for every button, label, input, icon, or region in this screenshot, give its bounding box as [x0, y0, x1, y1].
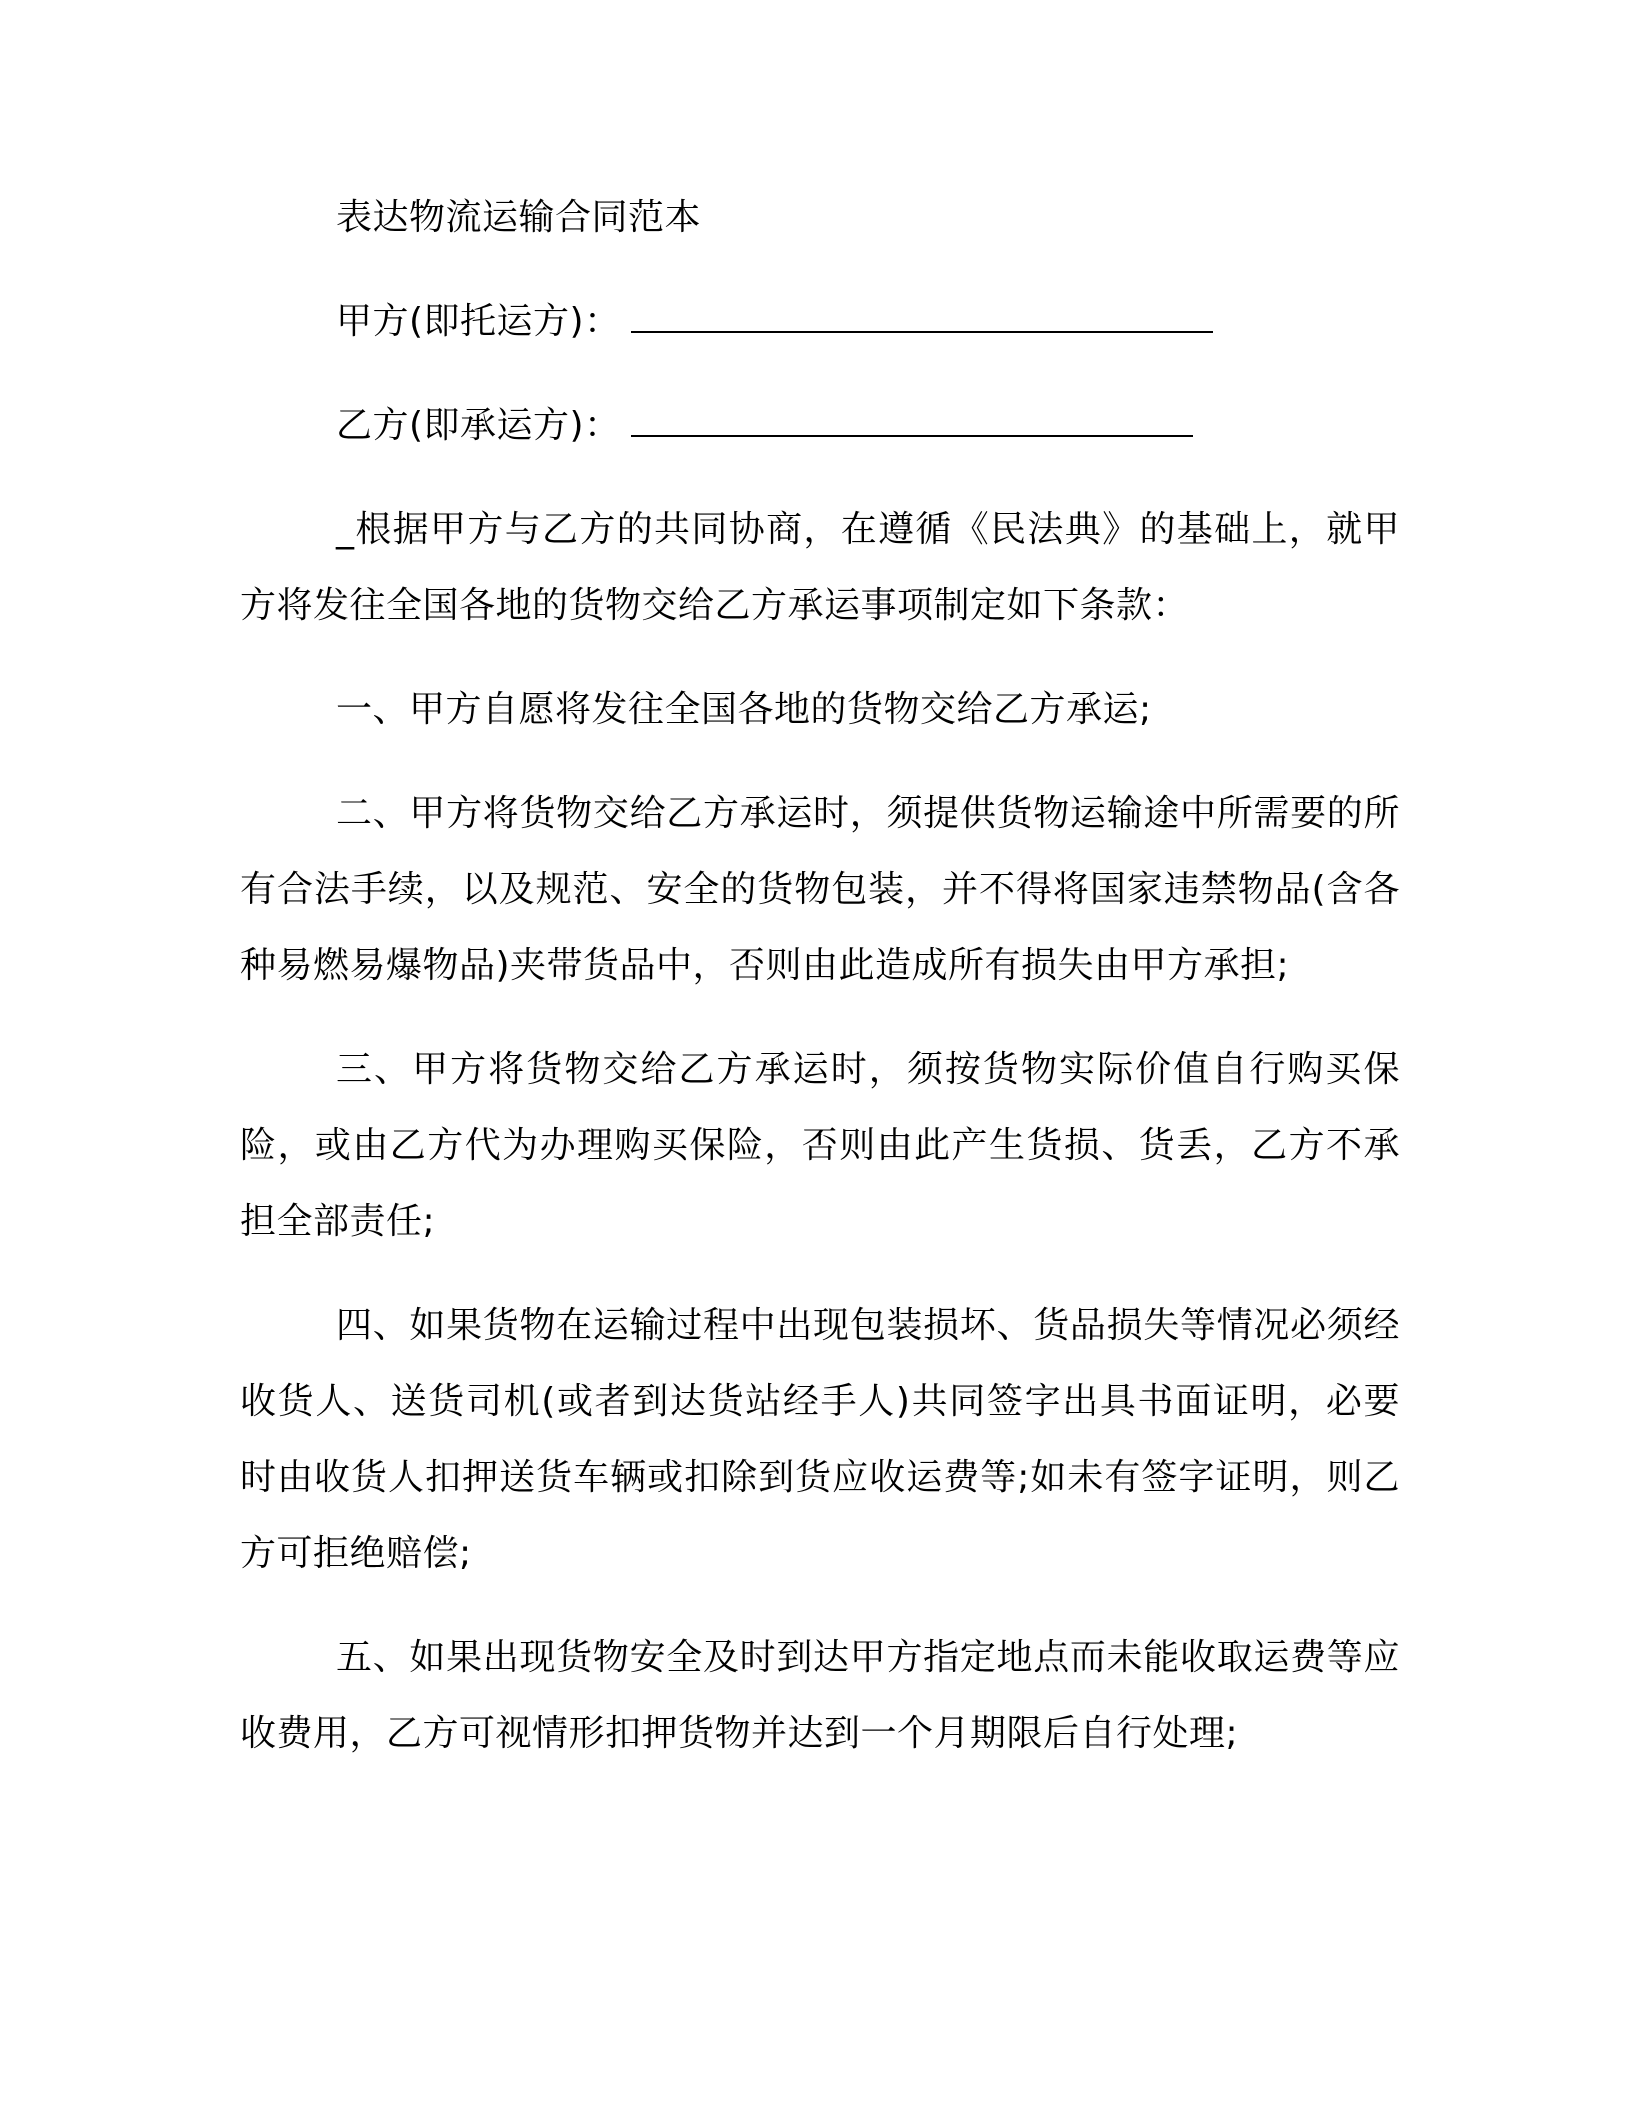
party-b-line — [240, 388, 1400, 464]
clause-3: 三、甲方将货物交给乙方承运时，须按货物实际价值自行购买保险，或由乙方代为办理购买保险，否则由此产生货损、货丢，乙方不承担全部责任; — [240, 1049, 1400, 1242]
party-a-line — [240, 284, 1400, 360]
clause-5: 五、如果出现货物安全及时到达甲方指定地点而未能收取运费等应收费用，乙方可视情形扣押货物并达到一个月期限后自行处理; — [240, 1637, 1400, 1754]
clause-1: 一、甲方自愿将发往全国各地的货物交给乙方承运; — [336, 689, 1152, 730]
clause-4: 四、如果货物在运输过程中出现包装损坏、货品损失等情况必须经收货人、送货司机(或者到达货站经手人)共同签字出具书面证明，必要时由收货人扣押送货车辆或扣除到货应收运费等;如未有签字证明，则乙方可拒绝赔偿; — [240, 1305, 1400, 1574]
party-a-label: 甲方(即托运方)： — [336, 301, 621, 342]
intro-paragraph: _根据甲方与乙方的共同协商，在遵循《民法典》的基础上，就甲方将发往全国各地的货物交给乙方承运事项制定如下条款： — [240, 509, 1400, 626]
party-b-label: 乙方(即承运方)： — [336, 405, 621, 446]
party-b-blank — [631, 395, 1193, 437]
document-title: 表达物流运输合同范本 — [336, 197, 702, 238]
document-body — [240, 180, 1400, 1800]
clause-2: 二、甲方将货物交给乙方承运时，须提供货物运输途中所需要的所有合法手续，以及规范、安全的货物包装，并不得将国家违禁物品(含各种易燃易爆物品)夹带货品中，否则由此造成所有损失由甲方承担; — [240, 793, 1400, 986]
party-a-blank — [631, 291, 1213, 333]
